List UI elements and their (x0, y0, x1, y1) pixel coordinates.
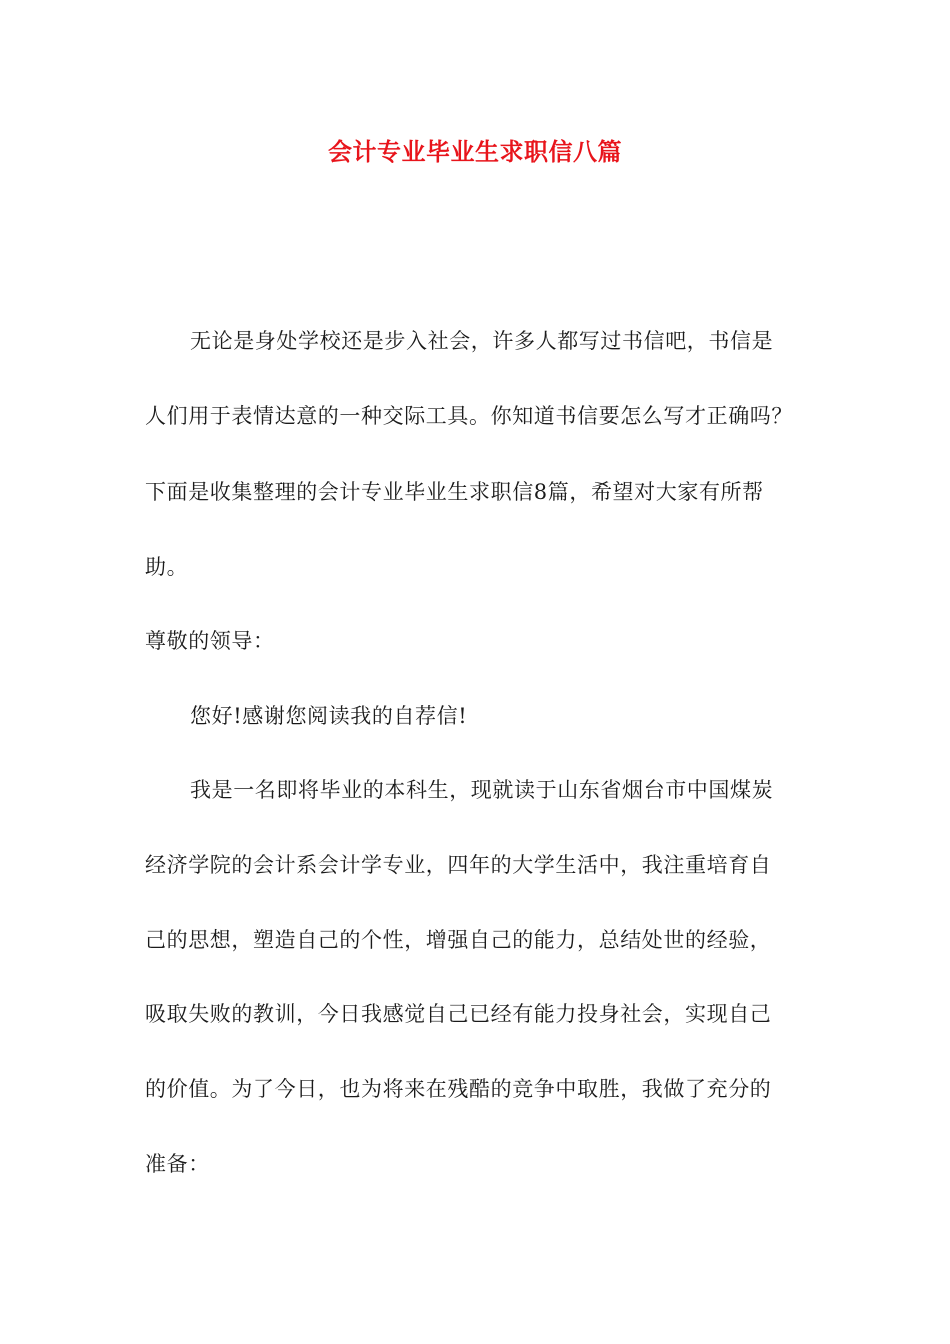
greeting-line: 您好!感谢您阅读我的自荐信! (190, 704, 468, 728)
paragraph-line: 下面是收集整理的会计专业毕业生求职信8篇，希望对大家有所帮 (145, 480, 764, 504)
paragraph-line: 己的思想，塑造自己的个性，增强自己的能力，总结处世的经验， (145, 928, 772, 952)
paragraph-line: 的价值。为了今日，也为将来在残酷的竞争中取胜，我做了充分的 (145, 1077, 772, 1101)
paragraph-line: 我是一名即将毕业的本科生，现就读于山东省烟台市中国煤炭 (190, 778, 774, 802)
salutation: 尊敬的领导： (145, 629, 275, 653)
paragraph-line: 助。 (145, 555, 189, 579)
paragraph-line: 准备： (145, 1152, 210, 1176)
paragraph-line: 无论是身处学校还是步入社会，许多人都写过书信吧，书信是 (190, 329, 774, 353)
paragraph-line: 吸取失败的教训，今日我感觉自己已经有能力投身社会，实现自己 (145, 1002, 772, 1026)
paragraph-line: 人们用于表情达意的一种交际工具。你知道书信要怎么写才正确吗？ (145, 404, 793, 428)
paragraph-line: 经济学院的会计系会计学专业，四年的大学生活中，我注重培育自 (145, 853, 772, 877)
document-title: 会计专业毕业生求职信八篇 (328, 137, 622, 166)
